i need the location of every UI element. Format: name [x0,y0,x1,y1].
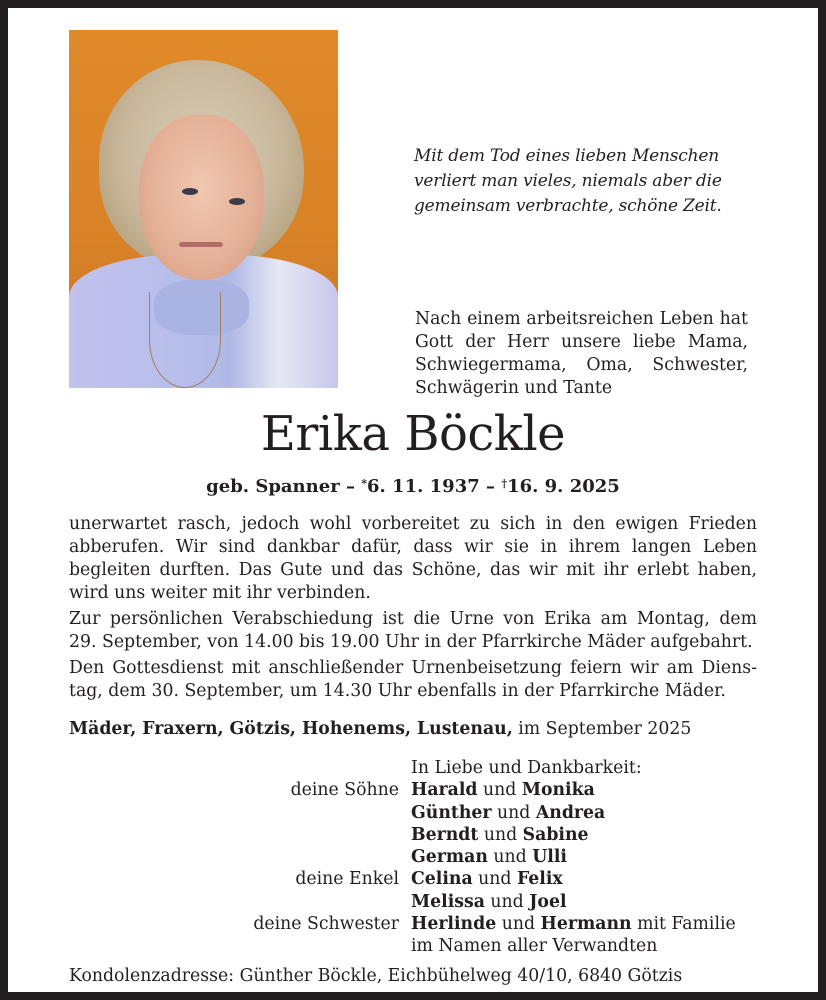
mourner-row: Günther und Andrea [411,802,606,823]
memorial-quote: Mit dem Tod eines lieben Menschen verliert man vieles, niemals aber die gemeinsam verbrachte, schöne Zeit. [414,146,722,216]
portrait-photo [69,30,338,388]
paragraph-service: Den Gottesdienst mit anschließender Urnenbeisetzung feiern wir am Diens- tag, dem 30. September, um 14.30 Uhr ebenfalls in der Pfarrkirche Mäder. [69,658,757,701]
birth-star-icon: * [361,477,367,490]
mourners-list [8,757,818,958]
life-dates: geb. Spanner – *6. 11. 1937 – †16. 9. 2025 [206,476,620,497]
mourner-row: deine Enkel Celina und Felix [295,869,563,890]
month-year: im September 2025 [518,719,692,739]
mourner-row: German und Ulli [411,847,567,868]
mourners-closing: im Namen aller Verwandten [411,936,658,957]
obituary-notice [8,8,818,992]
paragraph-passing: unerwartet rasch, jedoch wohl vorbereitet zu sich in den ewigen Frieden abberufen. Wir sind dankbar dafür, dass wir sie in ihrem langen Leben begleiten durften. Das Gute und das Schöne, das wir mit ihr erlebt haben, wird uns weiter mit ihr verbinden. [69,514,757,603]
place-and-date [69,718,691,741]
mourner-row: deine Schwester Herlinde und Hermann mit Familie [253,914,736,935]
birth-date: 6. 11. 1937 [367,476,480,497]
intro-text: Nach einem arbeitsreichen Leben hat Gott der Herr unsere liebe Mama, Schwiegermama, Oma, Schwester, Schwägerin und Tante [415,309,748,398]
maiden-name: geb. Spanner [206,476,340,497]
condolence-address: Kondolenzadresse: Günther Böckle, Eichbühelweg 40/10, 6840 Götzis [69,966,683,986]
mourner-row: deine Söhne Harald und Monika [290,780,595,801]
paragraph-viewing: Zur persönlichen Verabschiedung ist die Urne von Erika am Montag, dem 29. September, von 14.00 bis 19.00 Uhr in der Pfarrkirche Mäder aufgebahrt. [69,609,757,652]
mourners-heading: In Liebe und Dankbarkeit: [411,758,642,778]
death-cross-icon: † [501,477,508,490]
towns: Mäder, Fraxern, Götzis, Hohenems, Lustenau, [69,719,513,739]
mourner-row: Melissa und Joel [411,891,567,912]
obituary-body [69,513,757,706]
mourner-row: Berndt und Sabine [411,824,589,845]
deceased-name: Erika Böckle [260,406,566,462]
death-date: 16. 9. 2025 [507,476,620,497]
